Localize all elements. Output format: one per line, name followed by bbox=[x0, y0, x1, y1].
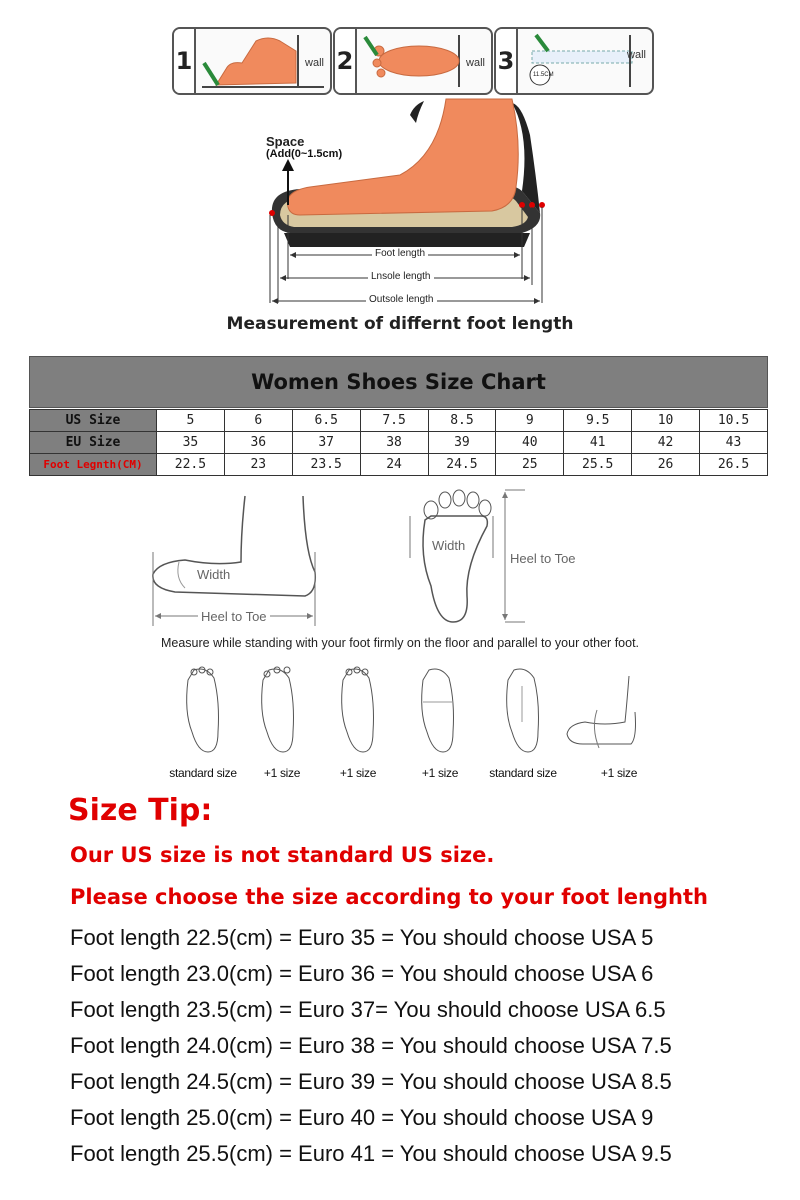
foot-shape-5 bbox=[507, 669, 539, 752]
table-cell: 42 bbox=[632, 432, 700, 454]
size-chart-table bbox=[29, 409, 768, 476]
measure-instruction: Measure while standing with your foot firmly on the floor and parallel to your other foot. bbox=[160, 636, 640, 650]
foot-type-caption: standard size bbox=[169, 766, 237, 780]
step-panel-2 bbox=[333, 27, 493, 95]
conversion-item: Foot length 23.5(cm) = Euro 37= You should choose USA 6.5 bbox=[70, 997, 666, 1022]
table-cell: 24.5 bbox=[428, 454, 496, 476]
heel-to-toe-label-side: Heel to Toe bbox=[198, 609, 270, 624]
table-cell: 9.5 bbox=[564, 410, 632, 432]
foot-shape-6 bbox=[567, 676, 636, 748]
width-label-top: Width bbox=[432, 538, 466, 553]
table-cell: 7.5 bbox=[360, 410, 428, 432]
foot-shape-3 bbox=[342, 667, 374, 752]
table-cell: 10.5 bbox=[700, 410, 768, 432]
table-cell: 24 bbox=[360, 454, 428, 476]
space-label: Space bbox=[266, 134, 305, 149]
table-cell: 22.5 bbox=[157, 454, 225, 476]
gauge-label: 11.5CM bbox=[533, 72, 554, 78]
measurement-caption: Measurement of differnt foot length bbox=[226, 314, 574, 334]
size-chart-title: Women Shoes Size Chart bbox=[29, 356, 768, 408]
step-number: 3 bbox=[496, 29, 518, 93]
step-number: 1 bbox=[174, 29, 196, 93]
conversion-item: Foot length 23.0(cm) = Euro 36 = You should choose USA 6 bbox=[70, 961, 654, 986]
step-panel-1 bbox=[172, 27, 332, 95]
wall-label: wall bbox=[466, 57, 485, 69]
table-cell: 6 bbox=[224, 410, 292, 432]
heel-to-toe-label-top: Heel to Toe bbox=[510, 551, 576, 566]
space-add-label: (Add(0~1.5cm) bbox=[266, 148, 343, 160]
conversion-item: Foot length 24.5(cm) = Euro 39 = You should choose USA 8.5 bbox=[70, 1069, 672, 1094]
wall-label: wall bbox=[305, 57, 324, 69]
table-cell: 10 bbox=[632, 410, 700, 432]
foot-length-label: Foot length bbox=[372, 248, 428, 259]
conversion-item: Foot length 25.5(cm) = Euro 41 = You should choose USA 9.5 bbox=[70, 1141, 672, 1166]
eu-size-row bbox=[30, 432, 768, 454]
table-cell: 41 bbox=[564, 432, 632, 454]
foot-type-caption: +1 size bbox=[421, 766, 459, 780]
table-cell: 35 bbox=[157, 432, 225, 454]
foot-shape-2 bbox=[262, 667, 294, 752]
table-cell: 43 bbox=[700, 432, 768, 454]
table-cell: 25.5 bbox=[564, 454, 632, 476]
table-cell: 8.5 bbox=[428, 410, 496, 432]
size-tip-line-2: Please choose the size according to your foot lenghth bbox=[70, 885, 708, 909]
outsole-length-label: Outsole length bbox=[366, 294, 437, 305]
row-header: Foot Legnth(CM) bbox=[30, 454, 157, 476]
table-cell: 39 bbox=[428, 432, 496, 454]
conversion-item: Foot length 22.5(cm) = Euro 35 = You should choose USA 5 bbox=[70, 925, 654, 950]
conversion-item: Foot length 24.0(cm) = Euro 38 = You should choose USA 7.5 bbox=[70, 1033, 672, 1058]
table-cell: 26.5 bbox=[700, 454, 768, 476]
conversion-item: Foot length 25.0(cm) = Euro 40 = You should choose USA 9 bbox=[70, 1105, 654, 1130]
foot-type-caption: +1 size bbox=[263, 766, 301, 780]
step-panel-3 bbox=[494, 27, 654, 95]
size-tip-title: Size Tip: bbox=[68, 793, 213, 828]
foot-length-row bbox=[30, 454, 768, 476]
foot-shape-1 bbox=[187, 667, 219, 752]
row-header: EU Size bbox=[30, 432, 157, 454]
table-cell: 36 bbox=[224, 432, 292, 454]
table-cell: 9 bbox=[496, 410, 564, 432]
table-cell: 23.5 bbox=[292, 454, 360, 476]
foot-type-caption: standard size bbox=[489, 766, 557, 780]
table-cell: 38 bbox=[360, 432, 428, 454]
table-cell: 6.5 bbox=[292, 410, 360, 432]
wall-label: wall bbox=[627, 49, 646, 61]
table-cell: 26 bbox=[632, 454, 700, 476]
size-conversion-list bbox=[70, 920, 672, 1172]
ruler-illustration bbox=[518, 29, 652, 93]
table-cell: 37 bbox=[292, 432, 360, 454]
foot-type-caption: +1 size bbox=[600, 766, 638, 780]
foot-type-caption: +1 size bbox=[339, 766, 377, 780]
width-label-side: Width bbox=[197, 567, 231, 582]
step-number: 2 bbox=[335, 29, 357, 93]
table-cell: 5 bbox=[157, 410, 225, 432]
table-cell: 40 bbox=[496, 432, 564, 454]
insole-length-label: Lnsole length bbox=[368, 271, 434, 282]
us-size-row bbox=[30, 410, 768, 432]
row-header: US Size bbox=[30, 410, 157, 432]
table-cell: 25 bbox=[496, 454, 564, 476]
size-tip-line-1: Our US size is not standard US size. bbox=[70, 843, 495, 867]
foot-shape-4 bbox=[422, 669, 454, 752]
table-cell: 23 bbox=[224, 454, 292, 476]
foot-shapes-row bbox=[170, 662, 650, 756]
